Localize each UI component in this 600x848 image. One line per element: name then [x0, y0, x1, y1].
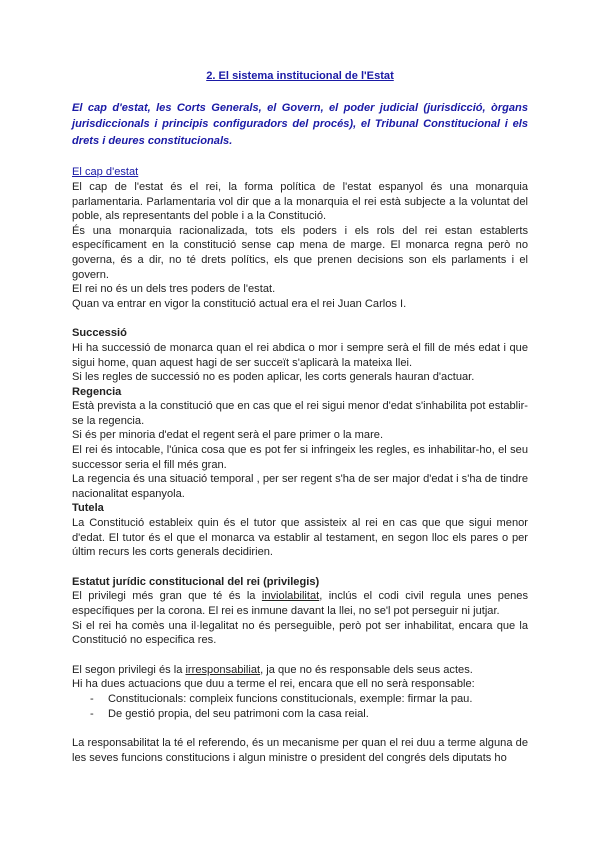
paragraph: La regencia és una situació temporal , per ser regent s'ha de ser major d'edat i s'ha de tindre nacionalitat espanyola. — [72, 473, 528, 500]
paragraph: Si és per minoria d'edat el regent serà el pare primer o la mare. — [72, 429, 384, 442]
paragraph: És una monarquia racionalizada, tots els poders i els rols del rei estan establerts específicament en la constitució sense cap mena de marge. El monarca regna però no governa, és a dir, no té drets polítics, els que prenen decisions son els parlaments i el govern. — [72, 224, 528, 281]
paragraph: El cap de l'estat és el rei, la forma política de l'estat espanyol és una monarquia parlamentaria. Parlamentaria vol dir que a la monarquia el rei està subjecte a la voluntat del poble, als representants del poble i a la Constitució. — [72, 180, 528, 223]
section-heading-cap-estat[interactable]: El cap d'estat — [72, 166, 139, 179]
spacer — [72, 648, 528, 663]
spacer — [72, 721, 528, 736]
section-heading-estatut: Estatut jurídic constitucional del rei (privilegis) — [72, 575, 320, 588]
underlined-term: inviolabilitat — [261, 590, 320, 603]
paragraph: Quan va entrar en vigor la constitució actual era el rei Juan Carlos I. — [72, 297, 407, 310]
dash-list — [72, 692, 528, 721]
section-heading-tutela: Tutela — [72, 502, 104, 515]
paragraph: La responsabilitat la té el referendo, és un mecanisme per quan el rei duu a terme alguna de les seves funcions constitucions i algun ministre o president del congrés dels diputats ho — [72, 737, 528, 764]
list-item: - Constitucionals: compleix funcions constitucionals, exemple: firmar la pau. — [90, 692, 528, 707]
section-heading-successio: Successió — [72, 327, 127, 340]
paragraph: Hi ha successió de monarca quan el rei abdica o mor i sempre serà el fill de més edat i que sigui home, quan aquest hagi de ser succeït s'aplicarà la mateixa llei. — [72, 341, 528, 369]
paragraph: El segon privilegi és la irresponsabiliat, ja que no és responsable dels seus actes. — [72, 663, 473, 676]
paragraph: Està prevista a la constitució que en cas que el rei sigui menor d'edat s'inhabilita pot establir-se la regencia. — [72, 400, 528, 427]
paragraph: El rei no és un dels tres poders de l'estat. — [72, 283, 276, 296]
section-heading-regencia: Regencia — [72, 385, 122, 398]
page-title: 2. El sistema institucional de l'Estat — [206, 70, 394, 82]
intro-summary: El cap d'estat, les Corts Generals, el Govern, el poder judicial (jurisdicció, òrgans jurisdiccionals i principis configuradors del procés), el Tribunal Constitucional i els drets i deures constitucionals. — [72, 101, 528, 147]
spacer — [72, 560, 528, 575]
paragraph: Hi ha dues actuacions que duu a terme el rei, encara que ell no serà responsable: — [72, 678, 475, 691]
paragraph: Si el rei ha comès una il·legalitat no és perseguible, però pot ser inhabilitat, encara que la Constitució no especifica res. — [72, 619, 528, 647]
paragraph: La Constitució estableix quin és el tutor que assisteix al rei en cas que que sigui menor d'edat. El tutor és el que el monarca va establir al testament, en segon lloc els pares o per últim recurs les corts generals decidirien. — [72, 517, 528, 559]
paragraph: El rei és intocable, l'única cosa que es pot fer si infringeix les regles, es inhabilitar-ho, el seu successor seria el fill més gran. — [72, 444, 528, 471]
underlined-term: irresponsabiliat — [185, 663, 261, 676]
document-content — [72, 69, 528, 765]
paragraph: Si les regles de successió no es poden aplicar, les corts generals hauran d'actuar. — [72, 371, 475, 384]
list-item: - De gestió propia, del seu patrimoni com la casa reial. — [90, 707, 528, 722]
spacer — [72, 311, 528, 326]
paragraph: El privilegi més gran que té és la inviolabilitat, inclús el codi civil regula unes penes específiques per la corona. El rei es inmune davant la llei, no se'l pot perseguir ni jutjar. — [72, 590, 528, 617]
